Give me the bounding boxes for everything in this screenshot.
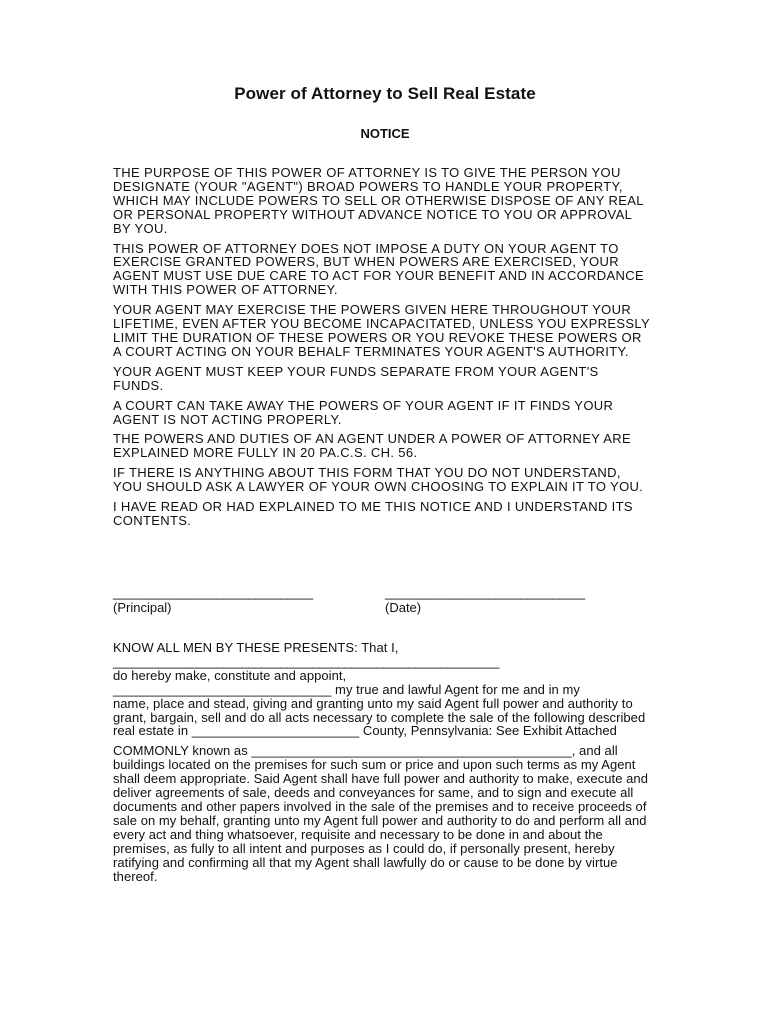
principal-signature-line[interactable]: _______________________________ [113,585,313,600]
body-section [113,641,648,889]
document-title: Power of Attorney to Sell Real Estate [234,84,536,103]
date-signature [385,586,584,616]
principal-label: (Principal) [113,600,172,615]
notice-paragraph: YOUR AGENT MUST KEEP YOUR FUNDS SEPARATE FROM YOUR AGENT'S FUNDS. [113,363,599,393]
notice-paragraph: IF THERE IS ANYTHING ABOUT THIS FORM THAT YOU DO NOT UNDERSTAND, YOU SHOULD ASK A LAWYER OF YOUR OWN CHOOSING TO EXPLAIN IT TO YOU. [113,465,644,495]
commonly-known-paragraph: COMMONLY known as ____________________________________________, and all buildings located on the premises for such sum or price and upon such terms as my Agent shall deem appropriate. Said Agent shall have full power and authority to make, execute and deliver agreements of sale, deeds and conveyances for same, and to sign and execute all documents and other papers involved in the sale of the premises and to receive proceeds of sale on my behalf, granting unto my Agent full power and authority to do and perform all and every act and thing whatsoever, requisite and necessary to be done in and about the premises, as fully to all intent and purposes as I could do, if personally present, hereby ratifying and confirming all that my Agent shall lawfully do or cause to be done by virtue thereof. [113,743,648,884]
notice-section [113,166,653,534]
principal-name-blank[interactable]: ____________________________________________________________ [113,653,499,669]
appoint-line: do hereby make, constitute and appoint, [113,667,347,683]
notice-paragraph: THIS POWER OF ATTORNEY DOES NOT IMPOSE A DUTY ON YOUR AGENT TO EXERCISE GRANTED POWERS, BUT WHEN POWERS ARE EXERCISED, YOUR AGENT MUST USE DUE CARE TO ACT FOR YOUR BENEFIT AND IN ACCORDANCE WITH THIS POWER OF ATTORNEY. [113,240,645,298]
know-all-men-line: KNOW ALL MEN BY THESE PRESENTS: That I, [113,640,399,655]
grant-paragraph: name, place and stead, giving and granting unto my said Agent full power and authority to grant, bargain, sell and do all acts necessary to complete the sale of the following described real estate in _______________________ County, Pennsylvania: See Exhibit Attached [113,695,646,739]
notice-paragraph: THE POWERS AND DUTIES OF AN AGENT UNDER A POWER OF ATTORNEY ARE EXPLAINED MORE FULLY IN 20 PA.C.S. CH. 56. [113,431,632,461]
notice-paragraph: A COURT CAN TAKE AWAY THE POWERS OF YOUR AGENT IF IT FINDS YOUR AGENT IS NOT ACTING PROPERLY. [113,397,614,427]
notice-heading: NOTICE [360,126,410,141]
principal-signature [113,586,312,616]
notice-paragraph: YOUR AGENT MAY EXERCISE THE POWERS GIVEN HERE THROUGHOUT YOUR LIFETIME, EVEN AFTER YOU BECOME INCAPACITATED, UNLESS YOU EXPRESSLY LIMIT THE DURATION OF THESE POWERS OR YOU REVOKE THESE POWERS OR A COURT ACTING ON YOUR BEHALF TERMINATES YOUR AGENT'S AUTHORITY. [113,302,650,359]
notice-paragraph: I HAVE READ OR HAD EXPLAINED TO ME THIS NOTICE AND I UNDERSTAND ITS CONTENTS. [113,499,633,528]
date-signature-line[interactable]: _______________________________ [385,585,585,600]
date-label: (Date) [385,600,422,615]
agent-line: ______________________________ my true and lawful Agent for me and in my [113,681,580,697]
notice-paragraph: THE PURPOSE OF THIS POWER OF ATTORNEY IS TO GIVE THE PERSON YOU DESIGNATE (YOUR "AGENT") BROAD POWERS TO HANDLE YOUR PROPERTY, WHICH MAY INCLUDE POWERS TO SELL OR OTHERWISE DISPOSE OF ANY REAL OR PERSONAL PROPERTY WITHOUT ADVANCE NOTICE TO YOU OR APPROVAL BY YOU. [113,165,644,236]
